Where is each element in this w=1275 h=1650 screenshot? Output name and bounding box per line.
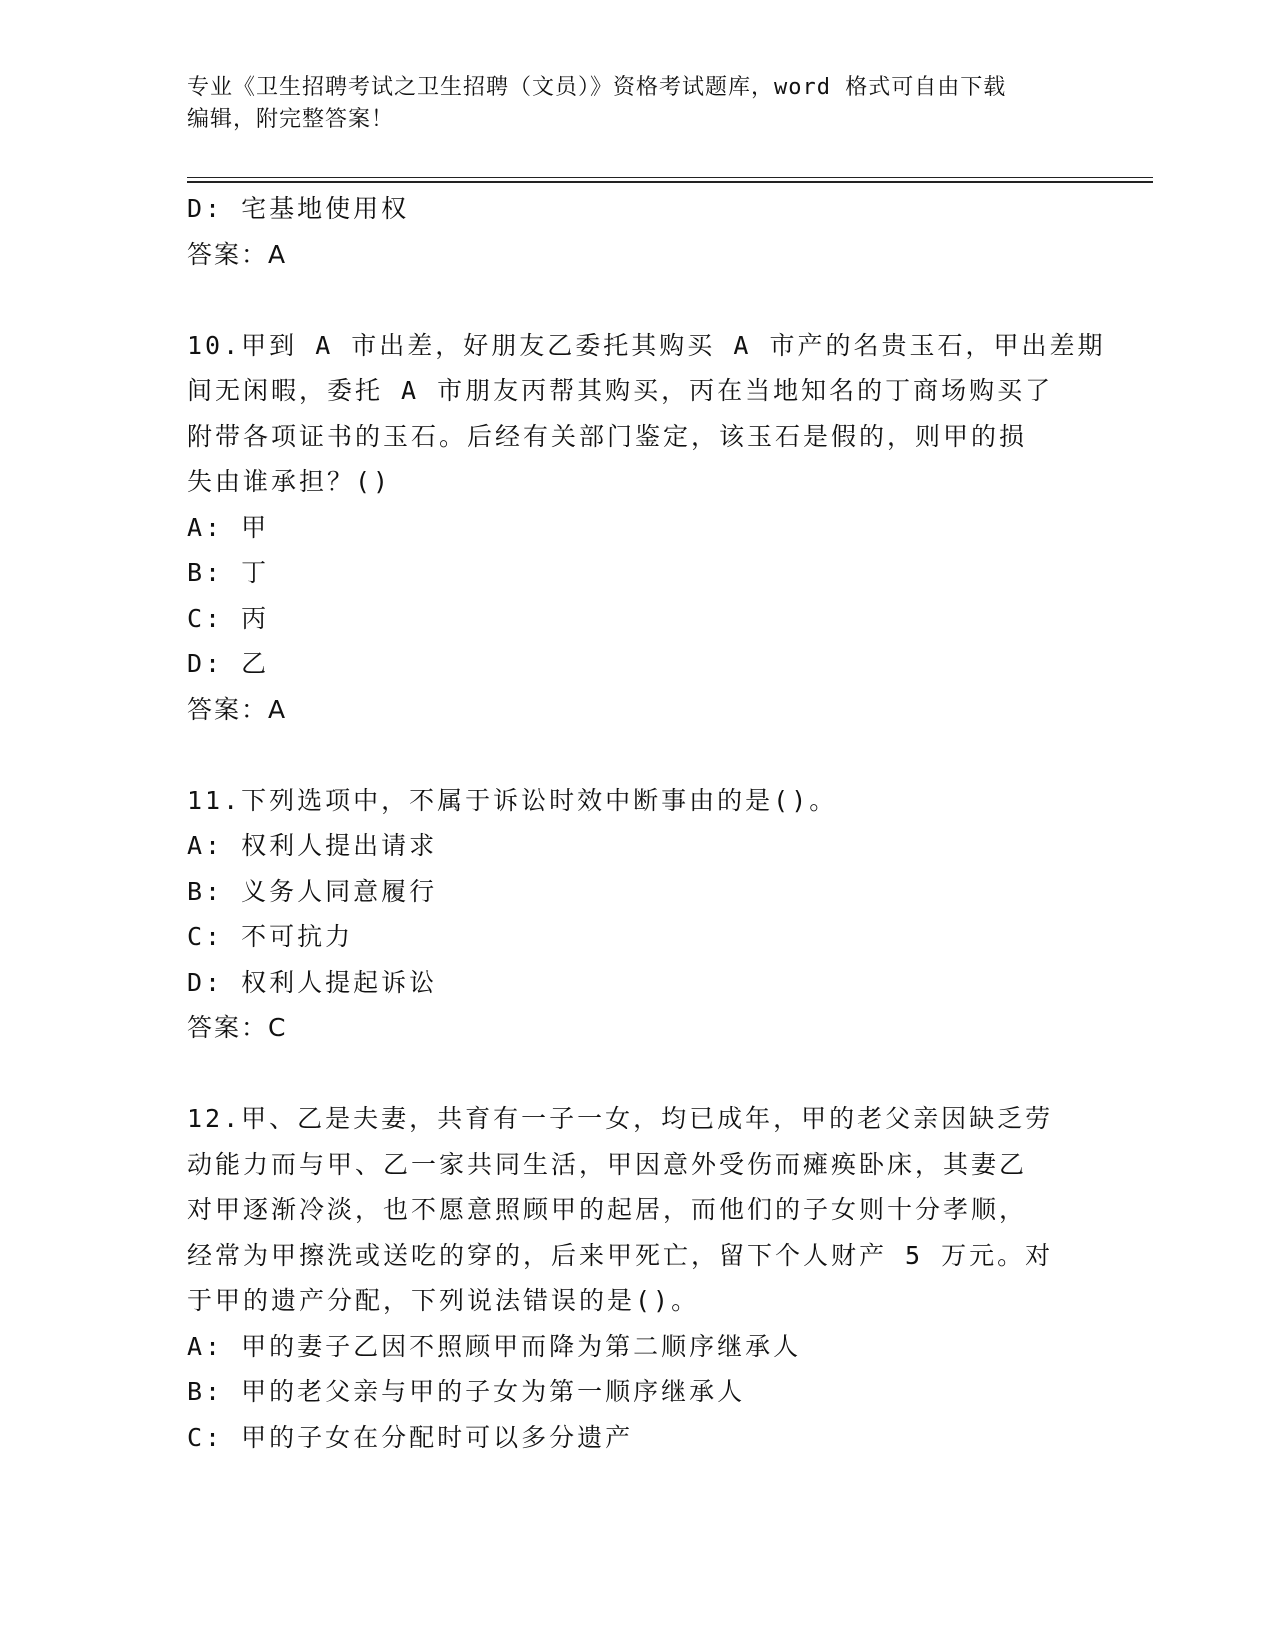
spacer [187, 277, 1087, 323]
q10-text-line: 附带各项证书的玉石。后经有关部门鉴定，该玉石是假的，则甲的损 [187, 421, 1028, 451]
q10-text-line: 失由谁承担？() [187, 467, 392, 496]
q12-option-b: B: 甲的老父亲与甲的子女为第一顺序继承人 [187, 1377, 746, 1406]
header-rule-thin [187, 177, 1153, 178]
q11-option-c: C: 不可抗力 [187, 922, 354, 951]
header-line-2: 编辑，附完整答案！ [187, 107, 395, 132]
q9-option-d: D: 宅基地使用权 [187, 194, 410, 223]
q10-text-line: 间无闲暇，委托 A 市朋友丙帮其购买，丙在当地知名的丁商场购买了 [187, 376, 1054, 405]
header-line-1: 专业《卫生招聘考试之卫生招聘（文员）》资格考试题库，word 格式可自由下载 [187, 75, 1007, 100]
q11-option-a: A: 权利人提出请求 [187, 831, 438, 860]
q10-option-d: D: 乙 [187, 649, 270, 678]
q12-text-line: 对甲逐渐冷淡，也不愿意照顾甲的起居，而他们的子女则十分孝顺， [187, 1195, 1028, 1224]
question-12 [187, 1096, 1087, 1460]
question-11 [187, 778, 1087, 1051]
header-rule-thick [187, 181, 1153, 183]
q11-text-line: 11.下列选项中，不属于诉讼时效中断事由的是()。 [187, 785, 838, 815]
q10-option-a: A: 甲 [187, 512, 270, 542]
q10-option-c: C: 丙 [187, 603, 270, 633]
q11-option-b: B: 义务人同意履行 [187, 876, 438, 906]
q12-text-line: 动能力而与甲、乙一家共同生活，甲因意外受伤而瘫痪卧床，其妻乙 [187, 1149, 1028, 1179]
q12-text-line: 12.甲、乙是夫妻，共育有一子一女，均已成年，甲的老父亲因缺乏劳 [187, 1104, 1054, 1133]
spacer [187, 732, 1087, 778]
q12-text-line: 于甲的遗产分配，下列说法错误的是()。 [187, 1286, 700, 1315]
spacer [187, 1051, 1087, 1097]
q10-answer: 答案：A [187, 694, 288, 724]
q10-text-line: 10.甲到 A 市出差，好朋友乙委托其购买 A 市产的名贵玉石，甲出差期 [187, 330, 1106, 360]
q10-option-b: B: 丁 [187, 558, 270, 587]
q11-answer: 答案：C [187, 1013, 288, 1042]
q12-text-line: 经常为甲擦洗或送吃的穿的，后来甲死亡，留下个人财产 5 万元。对 [187, 1240, 1054, 1270]
q9-answer: 答案：A [187, 239, 288, 269]
q12-option-c: C: 甲的子女在分配时可以多分遗产 [187, 1422, 634, 1452]
question-10 [187, 323, 1106, 733]
q11-option-d: D: 权利人提起诉讼 [187, 967, 438, 997]
document-header [187, 72, 1087, 136]
q12-option-a: A: 甲的妻子乙因不照顾甲而降为第二顺序继承人 [187, 1331, 802, 1361]
document-body [187, 186, 1106, 1460]
